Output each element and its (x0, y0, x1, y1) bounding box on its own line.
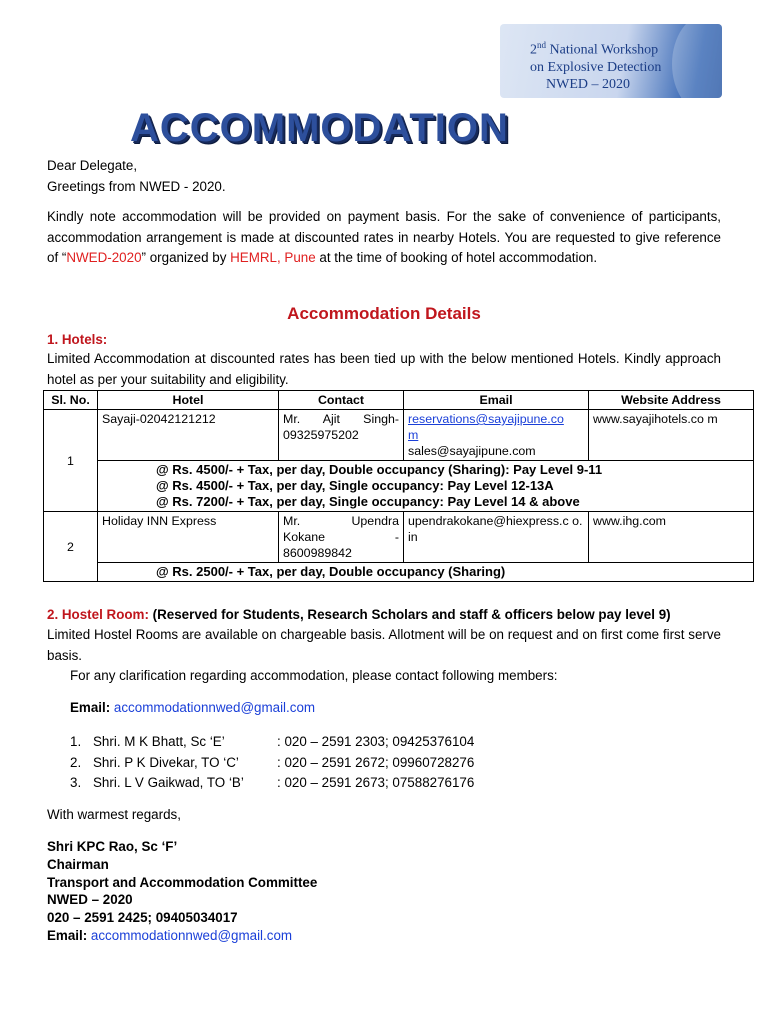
organizer: HEMRL, Pune (230, 250, 316, 265)
email-label: Email: (70, 700, 114, 715)
contact-line3: 8600989842 (283, 546, 352, 560)
contact-line1: Mr. Upendra (283, 514, 399, 528)
contact-phone: : 020 – 2591 2303; 09425376104 (277, 734, 475, 749)
table-row (44, 512, 754, 563)
banner-line1-sup: nd (537, 40, 546, 50)
col-header-contact: Contact (279, 391, 404, 410)
event-name: NWED – 2020 (47, 892, 133, 908)
section-title: Accommodation Details (287, 304, 481, 323)
list-item (70, 773, 474, 794)
list-number: 2. (70, 754, 82, 770)
contact-name: Shri. P K Divekar, TO ‘C’ (93, 754, 239, 770)
signatory-name: Shri KPC Rao, Sc ‘F’ (47, 839, 178, 854)
workshop-banner (500, 24, 722, 98)
rate-line: @ Rs. 4500/- + Tax, per day, Double occupancy (Sharing): Pay Level 9-11 (156, 462, 603, 477)
list-item (70, 753, 474, 774)
hotel-contact (279, 512, 404, 563)
signature-block (47, 838, 317, 945)
hotel-website: www.ihg.com (589, 512, 754, 563)
banner-line1-suffix: National Workshop (546, 42, 659, 58)
hotel-name: Sayaji-02042121212 (98, 410, 279, 461)
contact-email-line (70, 698, 315, 718)
banner-line3: NWED – 2020 (546, 77, 630, 92)
contact-phone: : 020 – 2591 2672; 09960728276 (277, 754, 475, 770)
greeting (47, 156, 226, 197)
signature-email[interactable]: accommodationnwed@gmail.com (90, 927, 293, 943)
list-number: 3. (70, 775, 82, 790)
page-title: ACCOMMODATION (130, 106, 509, 150)
sl-no: 1 (44, 410, 98, 512)
col-header-email: Email (404, 391, 589, 410)
banner-text (530, 37, 661, 76)
signature-email-label: Email: (47, 927, 91, 943)
table-row (44, 410, 754, 461)
intro-text3: at the time of booking of hotel accommodation. (315, 250, 598, 265)
email-link-cont[interactable]: m (408, 428, 419, 442)
rate-line: @ Rs. 4500/- + Tax, per day, Single occupancy: Pay Level 12-13A (156, 478, 554, 493)
table-header-row (44, 391, 754, 410)
contacts-list (70, 732, 474, 794)
signatory-role: Chairman (47, 856, 109, 872)
intro-text1: Kindly note accommodation will be provided on payment basis. For the sake of convenience of participants, accommodation arrangement is made at discounted rates in nearby Hotels. You are requested to give reference of “ (47, 209, 721, 265)
table-row-rates (44, 461, 754, 512)
reference-code: NWED-2020 (66, 250, 142, 265)
email-secondary: sales@sayajipune.com (408, 444, 536, 458)
rates-cell (98, 461, 754, 512)
contact-line2: Kokane - (283, 530, 399, 544)
contact-line1: Mr. Ajit Singh- (283, 412, 399, 426)
col-header-hotel: Hotel (98, 391, 279, 410)
contact-line2: 09325975202 (283, 428, 359, 442)
sl-no: 2 (44, 512, 98, 582)
rate-line: @ Rs. 2500/- + Tax, per day, Double occupancy (Sharing) (156, 564, 506, 579)
hotels-table (43, 390, 754, 582)
list-item (70, 732, 474, 753)
hotel-email (404, 410, 589, 461)
hotel-name: Holiday INN Express (98, 512, 279, 563)
banner-decoration (672, 24, 722, 98)
hostel-heading: 2. Hostel Room: (47, 607, 149, 622)
hotel-email: upendrakokane@hiexpress.c o.in (404, 512, 589, 563)
banner-line1-prefix: 2 (530, 42, 537, 58)
contact-name: Shri. M K Bhatt, Sc ‘E’ (93, 734, 225, 749)
closing: With warmest regards, (47, 807, 181, 822)
intro-paragraph (47, 207, 721, 269)
rates-cell (98, 563, 754, 582)
col-header-website: Website Address (589, 391, 754, 410)
hotel-contact (279, 410, 404, 461)
committee-name: Transport and Accommodation Committee (47, 874, 318, 890)
email-link[interactable]: reservations@sayajipune.co (408, 412, 564, 426)
hostel-description: Limited Hostel Rooms are available on chargeable basis. Allotment will be on request and on first come first serve basis. (47, 627, 721, 663)
banner-line2: on Explosive Detection (530, 59, 662, 75)
col-header-sl: Sl. No. (44, 391, 98, 410)
hostel-heading-line (47, 605, 671, 625)
table-row-rates (44, 563, 754, 582)
contact-email[interactable]: accommodationnwed@gmail.com (113, 700, 316, 715)
greeting-line2: Greetings from NWED - 2020. (47, 178, 226, 194)
rate-line: @ Rs. 7200/- + Tax, per day, Single occupancy: Pay Level 14 & above (156, 494, 580, 509)
list-number: 1. (70, 734, 82, 749)
hostel-note: (Reserved for Students, Research Scholars and staff & officers below pay level 9) (148, 607, 671, 622)
intro-text2: ” organized by (141, 250, 231, 265)
signatory-phone: 020 – 2591 2425; 09405034017 (47, 910, 238, 926)
hotels-heading: 1. Hotels: (47, 332, 108, 347)
contact-phone: : 020 – 2591 2673; 07588276176 (277, 775, 475, 790)
greeting-line1: Dear Delegate, (47, 158, 138, 173)
hotel-website: www.sayajihotels.co m (589, 410, 754, 461)
hotels-description: Limited Accommodation at discounted rates has been tied up with the below mentioned Hotels. Kindly approach hotel as per your suitability and eligibility. (47, 351, 721, 387)
clarification-text: For any clarification regarding accommodation, please contact following members: (70, 668, 558, 683)
contact-name: Shri. L V Gaikwad, TO ‘B’ (93, 775, 244, 790)
